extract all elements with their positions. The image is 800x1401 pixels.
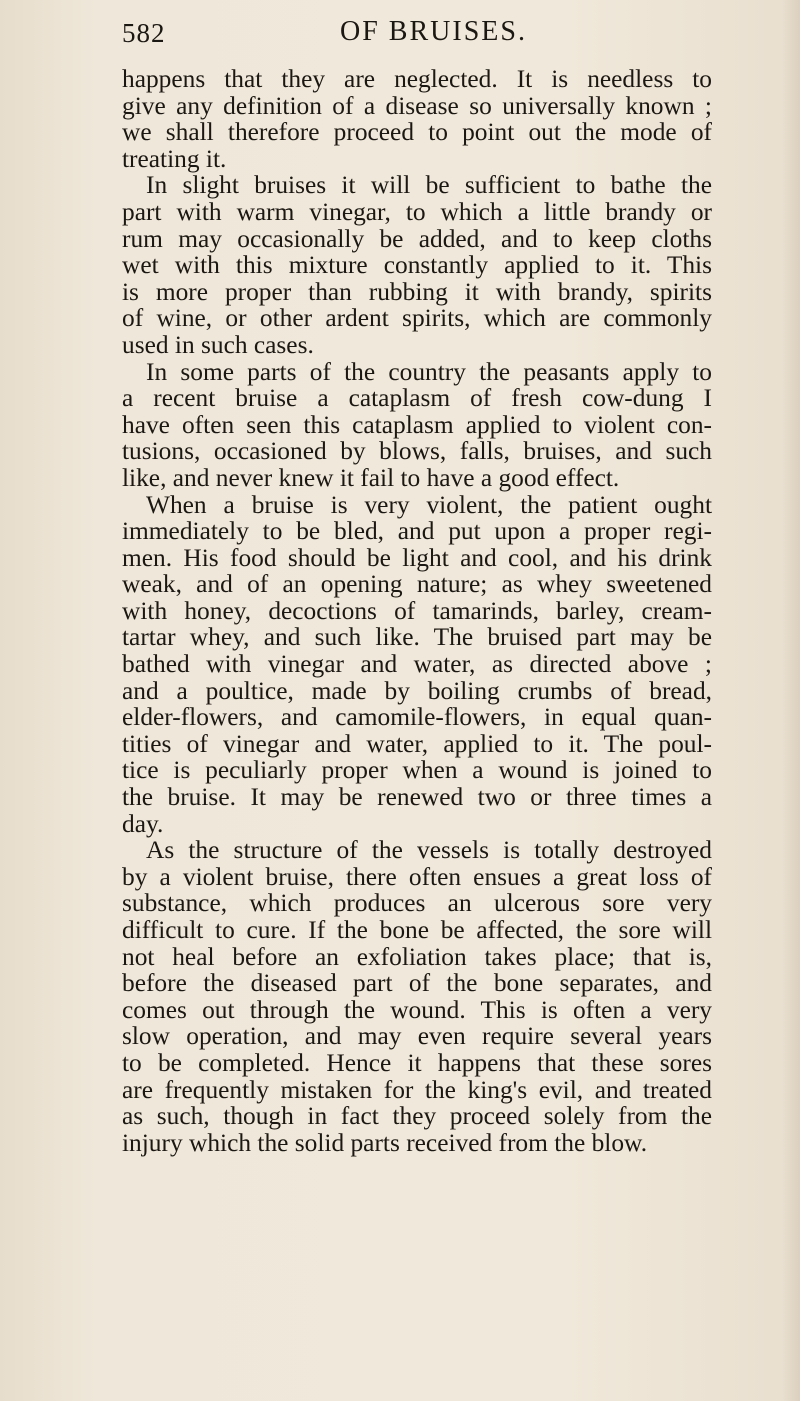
running-title: OF BRUISES. [340, 16, 527, 47]
text-line: tusions, occasioned by blows, falls, bruises, and such [122, 437, 712, 466]
text-line: comes out through the wound. This is often a very [122, 995, 712, 1024]
text-line: before the diseased part of the bone separates, and [122, 969, 712, 998]
text-line: substance, which produces an ulcerous sore very [122, 889, 712, 918]
text-line: is more proper than rubbing it with brandy, spirits [122, 277, 712, 306]
text-line: of wine, or other ardent spirits, which are commonly [122, 304, 712, 333]
text-line: men. His food should be light and cool, and his drink [122, 543, 712, 572]
text-line: elder-flowers, and camomile-flowers, in equal quan- [122, 703, 712, 732]
text-line: are frequently mistaken for the king's evil, and treated [122, 1075, 712, 1104]
text-line: bathed with vinegar and water, as directed above ; [122, 650, 712, 679]
text-line: day. [122, 809, 164, 838]
body-text [122, 66, 712, 1156]
text-line: like, and never knew it fail to have a good effect. [122, 463, 620, 492]
page-number: 582 [122, 18, 166, 48]
text-line: wet with this mixture constantly applied to it. This [122, 251, 712, 280]
text-line: rum may occasionally be added, and to keep cloths [122, 224, 712, 253]
text-line: tities of vinegar and water, applied to it. The poul- [122, 729, 712, 758]
text-line: slow operation, and may even require several years [122, 1022, 712, 1051]
text-line: happens that they are neglected. It is needless to [122, 65, 712, 93]
text-line: the bruise. It may be renewed two or three times a [122, 783, 712, 812]
text-line: When a bruise is very violent, the patient ought [146, 490, 712, 519]
text-line: tice is peculiarly proper when a wound is joined to [122, 756, 712, 785]
text-line: In slight bruises it will be sufficient to bathe the [146, 171, 712, 200]
text-line: with honey, decoctions of tamarinds, barley, cream- [122, 596, 712, 625]
text-line: give any definition of a disease so universally known ; [122, 91, 712, 120]
text-line: part with warm vinegar, to which a little brandy or [122, 197, 712, 226]
text-line: As the structure of the vessels is totally destroyed [146, 836, 712, 865]
text-line: and a poultice, made by boiling crumbs of bread, [122, 676, 712, 705]
text-line: treating it. [122, 144, 227, 173]
text-line: by a violent bruise, there often ensues a great loss of [122, 862, 712, 891]
text-line: used in such cases. [122, 330, 314, 359]
text-line: tartar whey, and such like. The bruised part may be [122, 623, 712, 652]
text-line: we shall therefore proceed to point out the mode of [122, 118, 712, 147]
text-line: immediately to be bled, and put upon a proper regi- [122, 517, 712, 546]
text-line: as such, though in fact they proceed solely from the [122, 1102, 712, 1131]
text-line: injury which the solid parts received from the blow. [122, 1128, 648, 1157]
text-line: weak, and of an opening nature; as whey sweetened [122, 570, 712, 599]
text-line: to be completed. Hence it happens that these sores [122, 1048, 712, 1077]
text-line: not heal before an exfoliation takes place; that is, [122, 942, 712, 971]
text-line: difficult to cure. If the bone be affected, the sore will [122, 916, 712, 944]
page-edge-shadow [782, 0, 800, 1401]
text-line: a recent bruise a cataplasm of fresh cow-dung I [122, 384, 712, 413]
text-line: In some parts of the country the peasants apply to [146, 357, 712, 386]
text-line: have often seen this cataplasm applied to violent con- [122, 410, 712, 439]
page-header [0, 14, 800, 54]
